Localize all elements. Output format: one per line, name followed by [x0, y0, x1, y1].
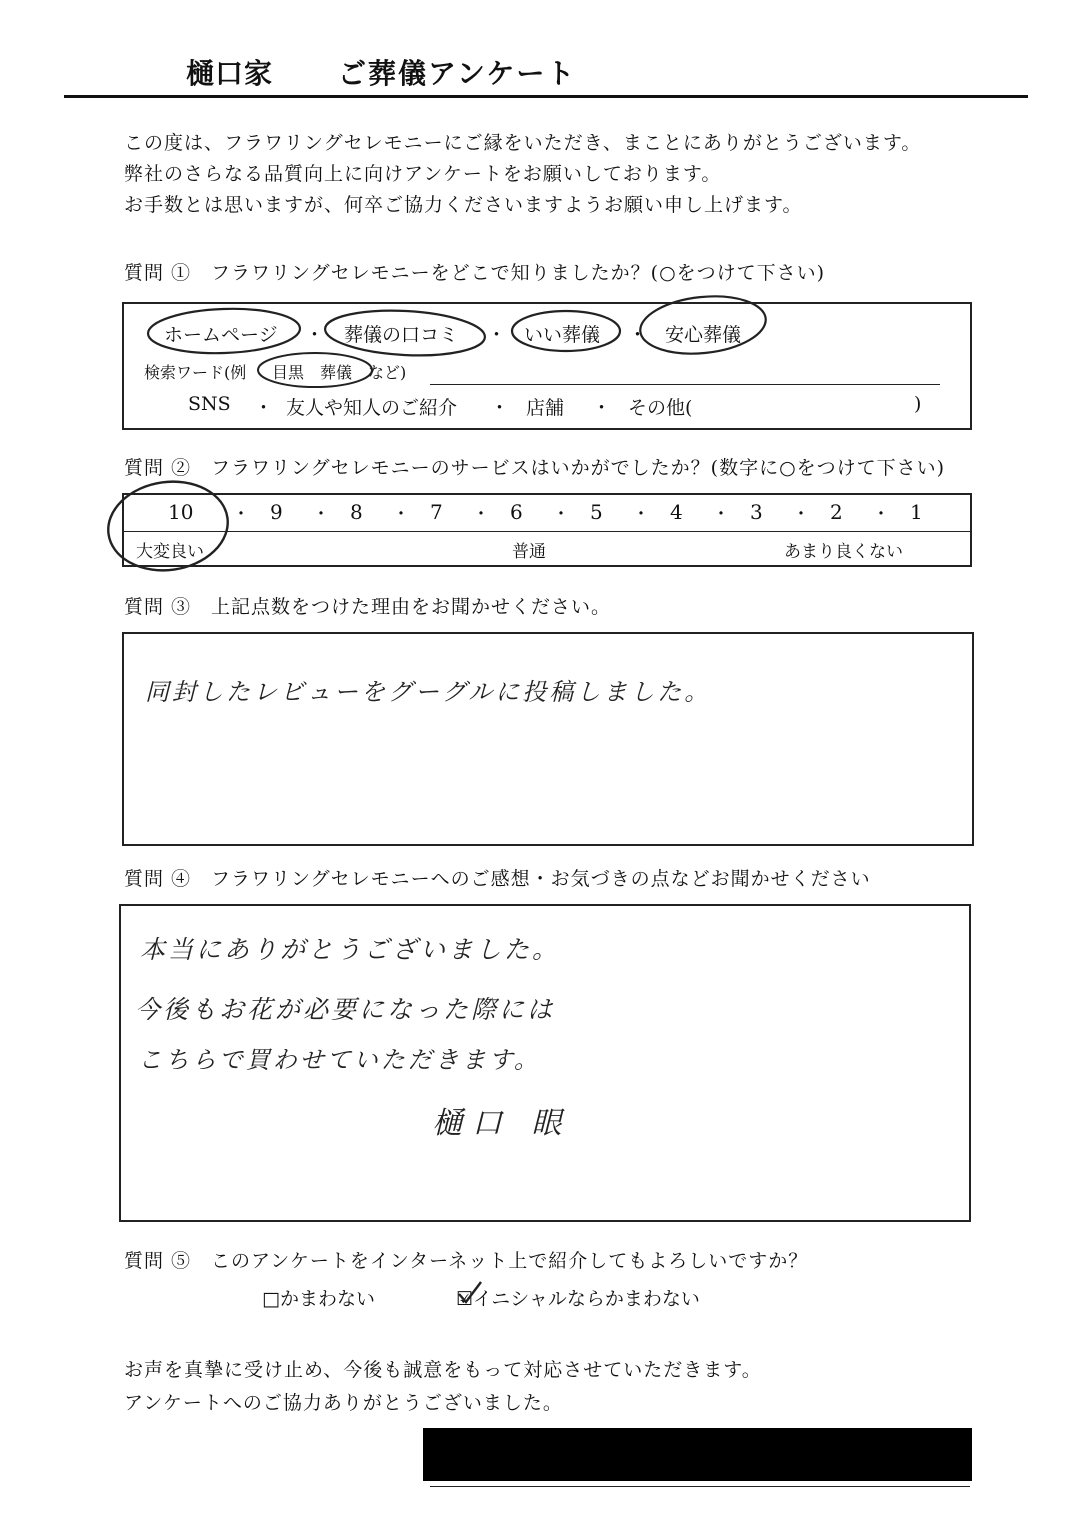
- score-3[interactable]: 3: [750, 500, 763, 524]
- score-separator: ・: [712, 504, 730, 525]
- q1-option-store[interactable]: 店舗: [526, 397, 565, 419]
- q5-label: 質問 ⑤ このアンケートをインターネット上で紹介してもよろしいですか？: [124, 1250, 809, 1272]
- q5-option-initials-ok[interactable]: ☑イニシャルならかまわない: [456, 1288, 700, 1310]
- search-word-suffix: など): [368, 363, 407, 382]
- score-separator: ・: [792, 504, 810, 525]
- search-word-example: 目黒 葬儀: [272, 363, 353, 382]
- score-1[interactable]: 1: [910, 500, 923, 524]
- q4-answer-line: 本当にありがとうございました。: [140, 935, 561, 964]
- score-separator: ・: [392, 504, 410, 525]
- q1-option-sns[interactable]: SNS: [188, 393, 231, 415]
- score-separator: ・: [552, 504, 570, 525]
- intro-line: お手数とは思いますが、何卒ご協力くださいますようお願い申し上げます。: [124, 194, 803, 216]
- score-6[interactable]: 6: [510, 500, 523, 524]
- redaction-block: [423, 1428, 972, 1481]
- q4-label: 質問 ④ フラワリングセレモニーへのご感想・お気づきの点などお聞かせください: [124, 868, 871, 890]
- q2-divider: [124, 531, 970, 532]
- q3-handwritten-answer: 同封したレビューをグーグルに投稿しました。: [145, 678, 712, 706]
- q1-separator: ・: [254, 397, 274, 419]
- q1-option-ii-sougi[interactable]: いい葬儀: [524, 324, 601, 346]
- score-separator: ・: [232, 504, 250, 525]
- score-separator: ・: [312, 504, 330, 525]
- closing-line: お声を真摯に受け止め、今後も誠意をもって対応させていただきます。: [124, 1359, 762, 1381]
- q4-answer-line: こちらで買わせていただきます。: [138, 1046, 541, 1074]
- q4-answer-line: 今後もお花が必要になった際には: [135, 995, 556, 1024]
- score-4[interactable]: 4: [670, 500, 683, 524]
- intro-text: [124, 128, 921, 221]
- q1-separator: ・: [487, 324, 507, 346]
- page-title: ご葬儀アンケート: [338, 57, 577, 90]
- search-word-prefix: 検索ワード(例: [144, 363, 247, 382]
- q3-answer-box[interactable]: [122, 632, 974, 846]
- q1-option-homepage[interactable]: ホームページ: [164, 324, 278, 346]
- closing-line: アンケートへのご協力ありがとうございました。: [124, 1392, 563, 1414]
- q1-other-paren-close: ): [914, 393, 922, 415]
- q5-option-ok[interactable]: □かまわない: [262, 1288, 375, 1310]
- score-9[interactable]: 9: [270, 500, 283, 524]
- q1-option-kuchikomi[interactable]: 葬儀の口コミ: [344, 324, 459, 346]
- title-divider: [64, 95, 1028, 98]
- signature-line: [430, 1486, 970, 1487]
- scale-label-low: あまり良くない: [784, 542, 903, 562]
- q2-label: 質問 ② フラワリングセレモニーのサービスはいかがでしたか？(数字に○をつけて下さい): [124, 457, 946, 479]
- intro-line: この度は、フラワリングセレモニーにご縁をいただき、まことにありがとうございます。: [124, 132, 922, 154]
- q1-separator: ・: [592, 397, 612, 419]
- q4-signature: 樋口 眼: [432, 1106, 572, 1141]
- score-10[interactable]: 10: [168, 500, 194, 524]
- score-8[interactable]: 8: [350, 500, 363, 524]
- q1-separator: ・: [490, 397, 510, 419]
- q1-label: 質問 ① フラワリングセレモニーをどこで知りましたか？(○をつけて下さい): [124, 262, 826, 284]
- q3-label: 質問 ③ 上記点数をつけた理由をお聞かせください。: [124, 596, 612, 618]
- q1-option-other[interactable]: その他(: [628, 397, 693, 419]
- q1-separator: ・: [628, 324, 648, 346]
- score-2[interactable]: 2: [830, 500, 843, 524]
- score-5[interactable]: 5: [590, 500, 603, 524]
- family-name: 樋口家: [186, 57, 274, 90]
- intro-line: 弊社のさらなる品質向上に向けアンケートをお願いしております。: [124, 163, 722, 185]
- q1-option-friend[interactable]: 友人や知人のご紹介: [286, 397, 458, 419]
- scale-label-mid: 普通: [512, 542, 546, 562]
- q1-option-anshin-sougi[interactable]: 安心葬儀: [665, 324, 742, 346]
- score-separator: ・: [472, 504, 490, 525]
- score-separator: ・: [872, 504, 890, 525]
- search-word-line: [430, 384, 940, 385]
- closing-text: [124, 1354, 762, 1420]
- score-separator: ・: [632, 504, 650, 525]
- score-7[interactable]: 7: [430, 500, 443, 524]
- scale-label-high: 大変良い: [136, 542, 204, 562]
- q1-separator: ・: [305, 324, 325, 346]
